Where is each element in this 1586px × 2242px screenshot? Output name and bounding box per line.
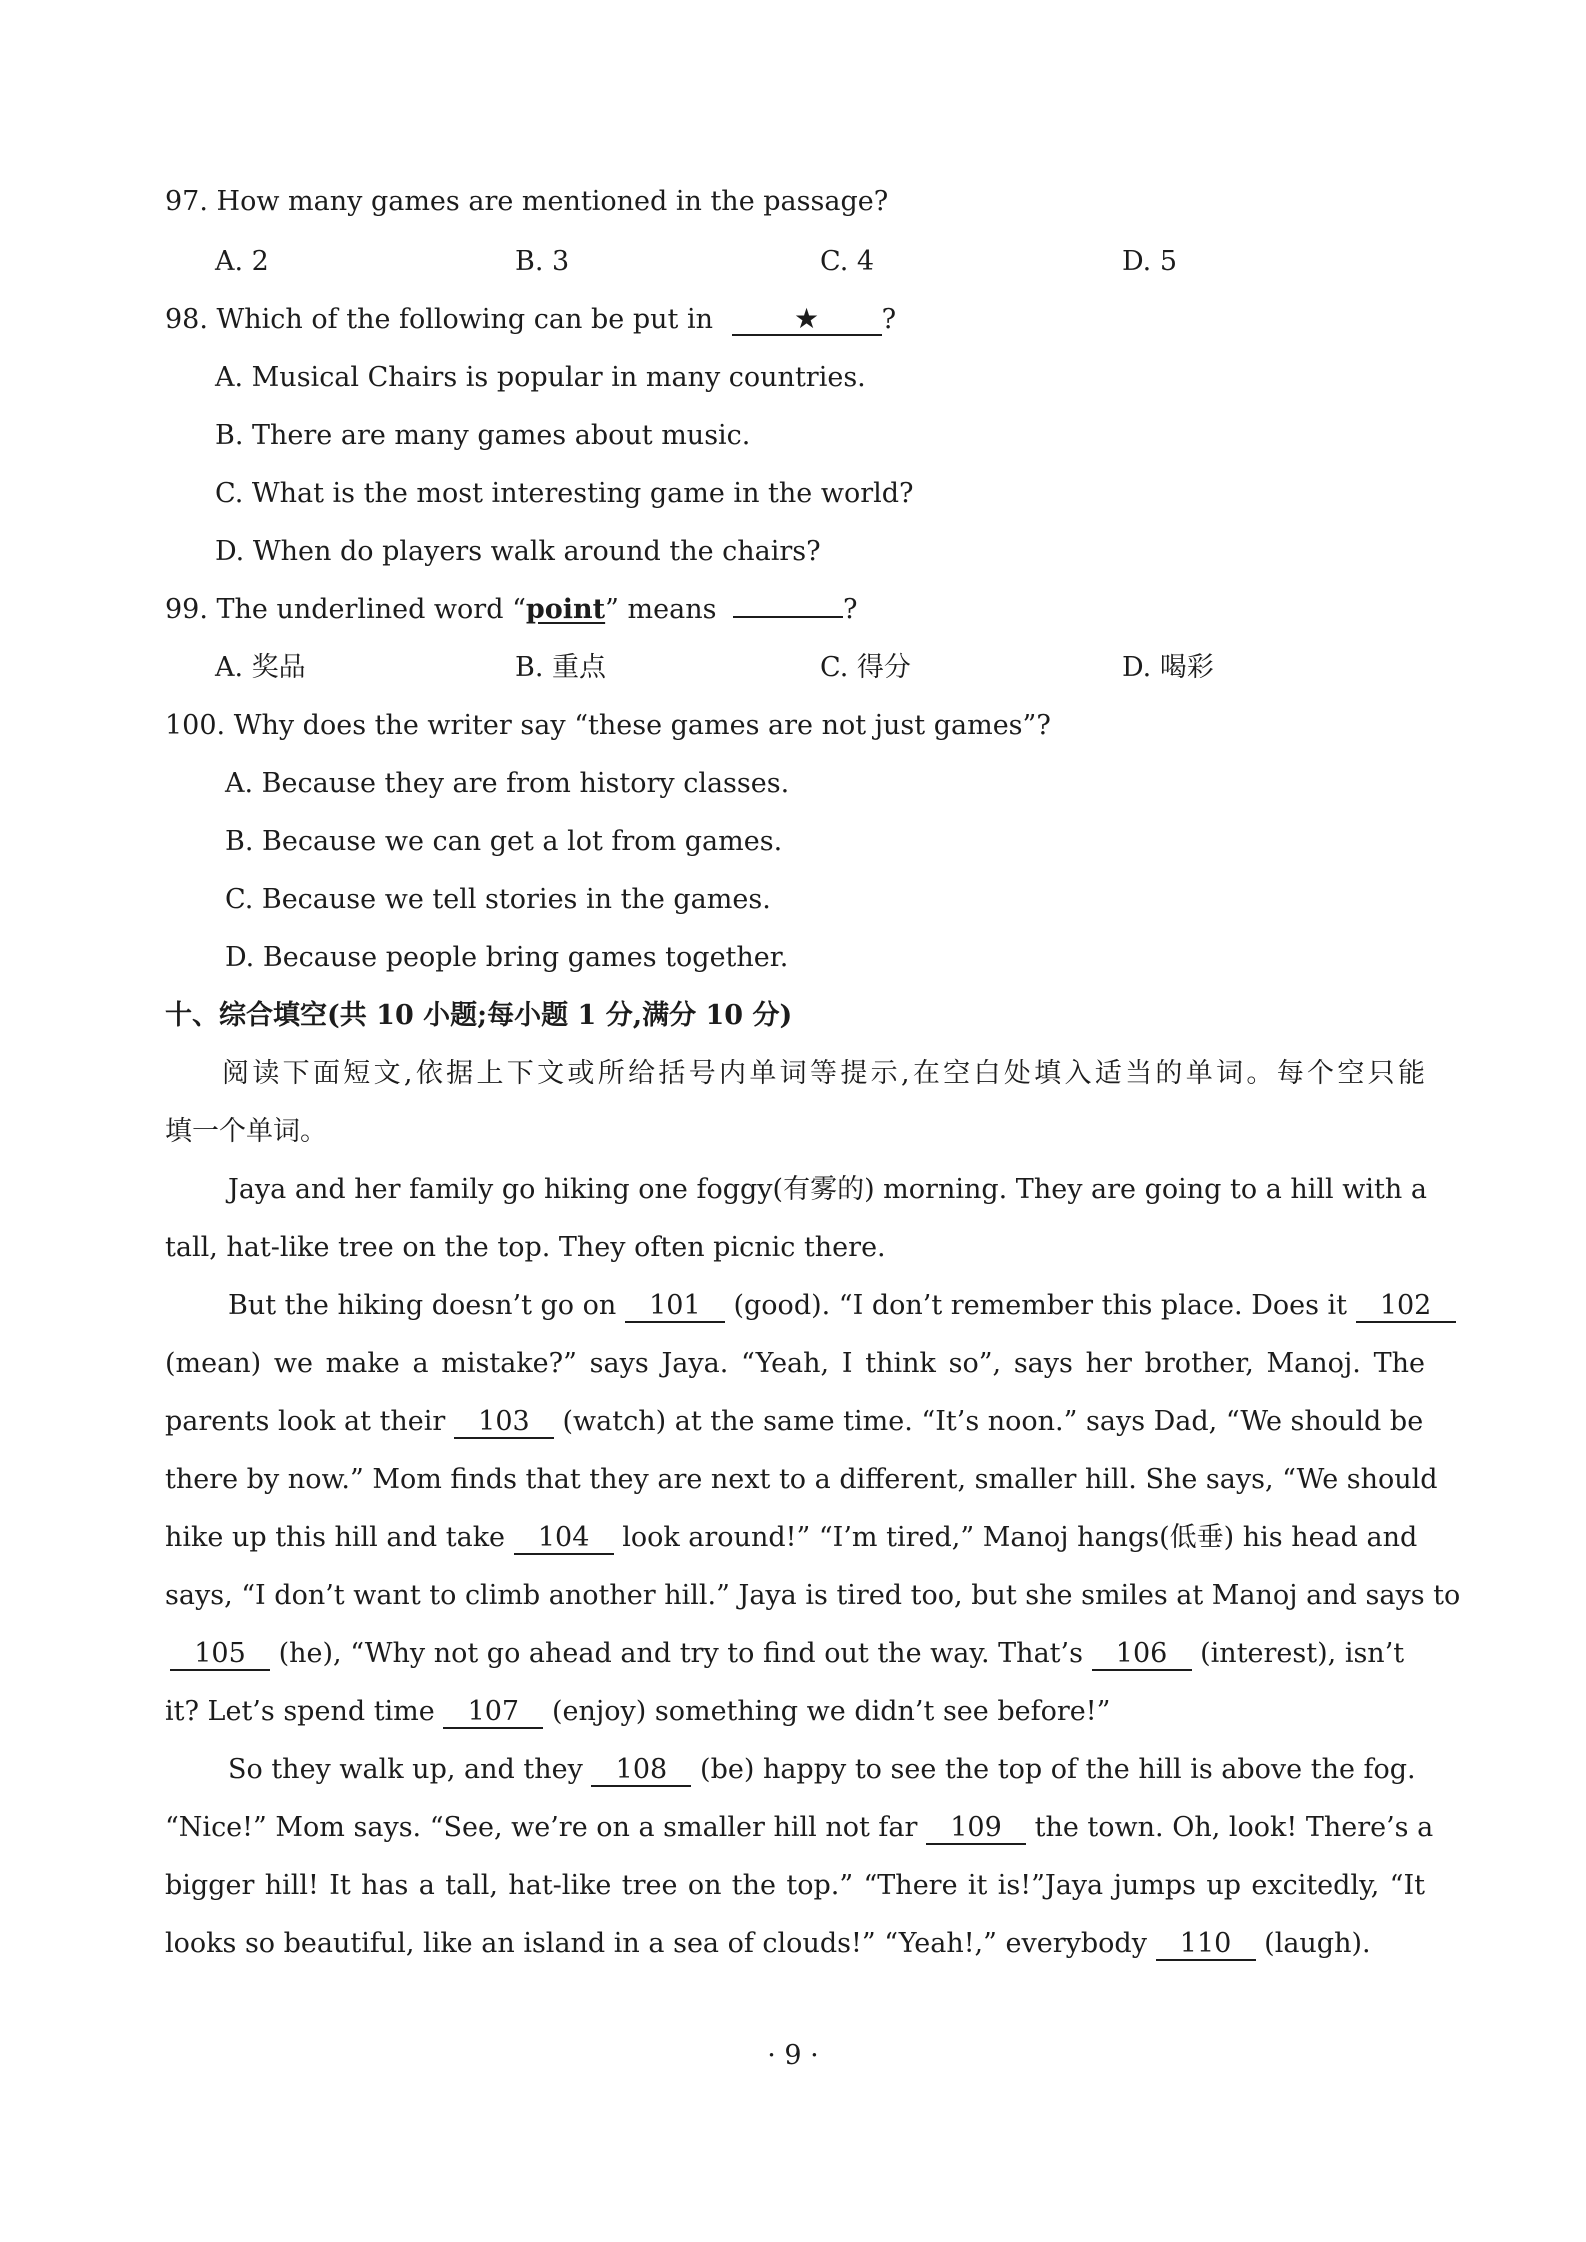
passage-line-11: [228, 1750, 1416, 1790]
question-98-stem: [165, 300, 896, 340]
q98-stem-text: 98. Which of the following can be put in: [165, 304, 713, 335]
blank-104: 104: [514, 1523, 614, 1555]
q98-question-mark: ?: [881, 304, 897, 335]
underlined-word-point: point: [525, 594, 606, 625]
passage-text: it? Let’s spend time: [165, 1696, 435, 1727]
blank-101: 101: [625, 1291, 725, 1323]
q99-answer-blank: [733, 616, 843, 618]
passage-text: But the hiking doesn’t go on: [228, 1290, 617, 1321]
passage-text: (be) happy to see the top of the hill is above the fog.: [700, 1754, 1416, 1785]
section-10-heading: 十、综合填空(共 10 小题;每小题 1 分,满分 10 分): [165, 1000, 793, 1031]
q100-option-c: C. Because we tell stories in the games.: [225, 884, 771, 915]
blank-106: 106: [1092, 1639, 1192, 1671]
passage-text: (interest), isn’t: [1200, 1638, 1405, 1669]
q97-option-a: A. 2: [215, 246, 269, 277]
q99-stem-means: ” means: [605, 594, 717, 625]
q98-option-c: C. What is the most interesting game in the world?: [215, 478, 914, 509]
q98-option-b: B. There are many games about music.: [215, 420, 751, 451]
passage-text: (watch) at the same time. “It’s noon.” says Dad, “We should be: [562, 1406, 1424, 1437]
passage-line-13: bigger hill! It has a tall, hat-like tree on the top.” “There it is!”Jaya jumps up excitedly, “It: [165, 1870, 1425, 1901]
blank-107: 107: [443, 1697, 543, 1729]
q98-option-d: D. When do players walk around the chairs?: [215, 536, 821, 567]
question-99-stem: [165, 590, 858, 630]
passage-line-9: [170, 1634, 1404, 1674]
passage-text: So they walk up, and they: [228, 1754, 583, 1785]
passage-line-5: [165, 1402, 1423, 1442]
passage-line-14: [165, 1924, 1371, 1964]
q100-option-d: D. Because people bring games together.: [225, 942, 789, 973]
blank-105: 105: [170, 1639, 270, 1671]
passage-text: (he), “Why not go ahead and try to find out the way. That’s: [278, 1638, 1083, 1669]
passage-text: hike up this hill and take: [165, 1522, 506, 1553]
question-97-stem: 97. How many games are mentioned in the passage?: [165, 186, 889, 217]
blank-108: 108: [591, 1755, 691, 1787]
q99-option-c: C. 得分: [820, 652, 911, 683]
passage-text: look around!” “I’m tired,” Manoj hangs(低垂) his head and: [622, 1522, 1418, 1553]
star-blank: ★: [732, 304, 882, 336]
q99-option-a: A. 奖品: [215, 652, 306, 683]
passage-line-8: says, “I don’t want to climb another hill.” Jaya is tired too, but she smiles at Manoj and says to: [165, 1580, 1461, 1611]
q100-option-a: A. Because they are from history classes.: [225, 768, 790, 799]
passage-line-7: [165, 1518, 1417, 1558]
passage-text: the town. Oh, look! There’s a: [1034, 1812, 1434, 1843]
section-10-instruction-line-1: 阅读下面短文,依据上下文或所给括号内单词等提示,在空白处填入适当的单词。每个空只能: [222, 1058, 1425, 1089]
q100-option-b: B. Because we can get a lot from games.: [225, 826, 783, 857]
passage-text: (enjoy) something we didn’t see before!”: [551, 1696, 1111, 1727]
page-number: · 9 ·: [767, 2040, 819, 2071]
section-10-instruction-line-2: 填一个单词。: [165, 1116, 327, 1147]
passage-text: (laugh).: [1264, 1928, 1371, 1959]
q97-option-c: C. 4: [820, 246, 875, 277]
passage-text: “Nice!” Mom says. “See, we’re on a smaller hill not far: [165, 1812, 918, 1843]
blank-103: 103: [454, 1407, 554, 1439]
passage-line-1: Jaya and her family go hiking one foggy(有雾的) morning. They are going to a hill with a: [228, 1174, 1427, 1205]
q97-option-b: B. 3: [515, 246, 570, 277]
blank-110: 110: [1156, 1929, 1256, 1961]
q97-option-d: D. 5: [1122, 246, 1178, 277]
passage-line-6: there by now.” Mom finds that they are next to a different, smaller hill. She says, “We should: [165, 1464, 1438, 1495]
passage-line-4: (mean) we make a mistake?” says Jaya. “Yeah, I think so”, says her brother, Manoj. The: [165, 1348, 1425, 1379]
passage-text: parents look at their: [165, 1406, 446, 1437]
passage-text: (good). “I don’t remember this place. Does it: [733, 1290, 1348, 1321]
q99-option-d: D. 喝彩: [1122, 652, 1214, 683]
question-100-stem: 100. Why does the writer say “these games are not just games”?: [165, 710, 1051, 741]
blank-109: 109: [926, 1813, 1026, 1845]
passage-line-2: tall, hat-like tree on the top. They often picnic there.: [165, 1232, 886, 1263]
passage-line-10: [165, 1692, 1110, 1732]
passage-line-12: [165, 1808, 1433, 1848]
q98-option-a: A. Musical Chairs is popular in many countries.: [215, 362, 866, 393]
passage-line-3: [228, 1286, 1456, 1326]
q99-question-mark: ?: [843, 594, 858, 625]
q99-option-b: B. 重点: [515, 652, 607, 683]
blank-102: 102: [1356, 1291, 1456, 1323]
passage-text: looks so beautiful, like an island in a sea of clouds!” “Yeah!,” everybody: [165, 1928, 1147, 1959]
q99-stem-text: 99. The underlined word “: [165, 594, 526, 625]
